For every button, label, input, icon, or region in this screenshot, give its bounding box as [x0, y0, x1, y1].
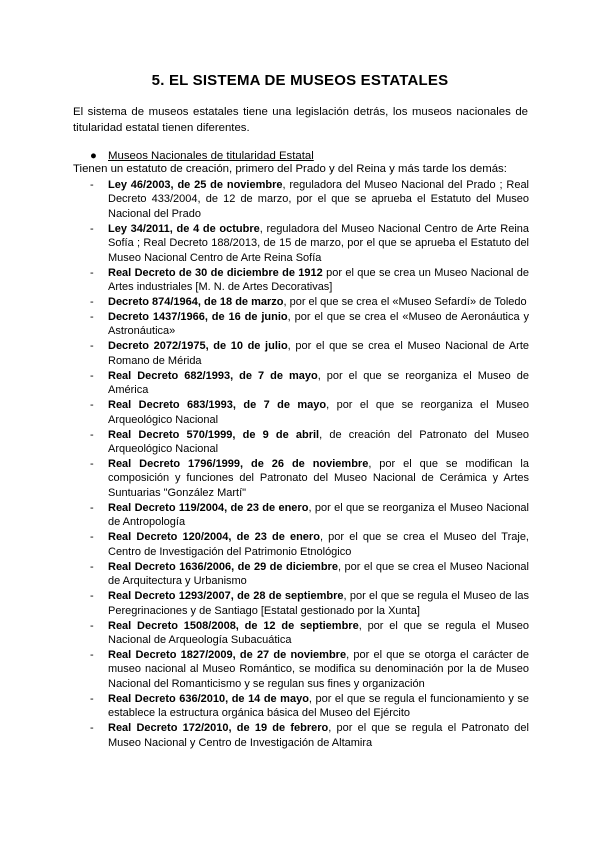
- decree-item: [0, 339, 529, 368]
- dash-marker: -: [90, 648, 94, 661]
- decree-item: [0, 398, 529, 427]
- intro-paragraph: El sistema de museos estatales tiene una legislación detrás, los museos nacionales de titularidad estatal tienen diferentes.: [73, 106, 528, 134]
- decree-item: [0, 178, 529, 221]
- decree-description: , por el que se reorganiza el Museo Nacional de Antropología: [108, 501, 529, 529]
- page-title: 5. EL SISTEMA DE MUSEOS ESTATALES: [151, 72, 449, 89]
- decree-title: Real Decreto 119/2004, de 23 de enero: [108, 501, 309, 514]
- decree-title: Real Decreto 1508/2008, de 12 de septiembre: [108, 619, 359, 632]
- decree-title: Ley 46/2003, de 25 de noviembre: [108, 179, 283, 191]
- decree-title: Real Decreto 636/2010, de 14 de mayo: [108, 692, 309, 705]
- decree-item: [0, 295, 529, 309]
- dash-marker: -: [90, 722, 94, 735]
- dash-marker: -: [90, 340, 94, 353]
- decree-item: [0, 619, 529, 648]
- decree-title: Decreto 2072/1975, de 10 de julio: [108, 340, 288, 353]
- decree-item: [0, 457, 529, 500]
- decree-description: , por el que se crea el Museo Nacional de Arte Romano de Mérida: [108, 340, 529, 367]
- decree-item: [0, 721, 529, 750]
- decree-description: , por el que se crea el «Museo Sefardí» de Toledo: [283, 296, 527, 309]
- decree-title: Ley 34/2011, de 4 de octubre: [108, 222, 260, 235]
- decree-description: , por el que se crea el Museo del Traje, Centro de Investigación del Patrimonio Etnológico: [108, 531, 529, 558]
- decree-title: Decreto 874/1964, de 18 de marzo: [108, 296, 284, 309]
- decree-item: [0, 266, 529, 295]
- decree-item: [0, 648, 529, 691]
- decree-title: Real Decreto 1796/1999, de 26 de noviembre: [108, 458, 369, 471]
- dash-marker: -: [90, 590, 94, 603]
- decree-title: Real Decreto 172/2010, de 19 de febrero: [108, 722, 329, 735]
- decree-item: [0, 369, 529, 398]
- decree-title: Real Decreto 1293/2007, de 28 de septiembre: [108, 590, 344, 603]
- decree-description: , por el que se regula el funcionamiento y se establece la estructura orgánica básica del Museo del Ejército: [108, 692, 529, 720]
- decree-description: , por el que se crea el «Museo de Aeronáutica y Astronáutica»: [108, 311, 529, 338]
- decree-list: [0, 178, 600, 751]
- decree-title: Real Decreto 682/1993, de 7 de mayo: [108, 369, 318, 382]
- dash-marker: -: [90, 531, 94, 544]
- dash-marker: -: [90, 692, 94, 705]
- decree-description: , por el que se otorga el carácter de museo nacional al Museo Romántico, se modifica su denominación por la de Museo Nacional del Romanticismo y se regulan sus fines y organización: [108, 648, 529, 690]
- decree-description: , por el que se reorganiza el Museo Arqueológico Nacional: [108, 399, 529, 426]
- dash-marker: -: [90, 311, 94, 324]
- bullet-item: [90, 149, 314, 163]
- decree-description: , reguladora del Museo Nacional Centro de Arte Reina Sofía ; Real Decreto 188/2013, de 15 de marzo, por el que se aprueba el Estatuto del Museo Nacional Centro de Arte Reina Sofía: [108, 222, 530, 264]
- dash-marker: -: [90, 296, 94, 309]
- decree-title: Real Decreto 120/2004, de 23 de enero: [108, 531, 320, 544]
- decree-item: [0, 560, 529, 589]
- decree-title: Real Decreto 570/1999, de 9 de abril: [108, 428, 320, 441]
- dash-marker: -: [90, 501, 94, 514]
- decree-title: Real Decreto 683/1993, de 7 de mayo: [108, 399, 327, 412]
- dash-marker: -: [90, 369, 94, 382]
- dash-marker: -: [90, 619, 94, 632]
- decree-description: por el que se crea un Museo Nacional de Artes industriales [M. N. de Artes Decorativas]: [108, 266, 529, 294]
- decree-item: [0, 501, 529, 530]
- decree-item: [0, 589, 529, 618]
- dash-marker: -: [90, 560, 94, 573]
- decree-item: [0, 428, 529, 457]
- dash-marker: -: [90, 428, 94, 441]
- decree-description: , por el que se reorganiza el Museo de América: [108, 369, 529, 397]
- decree-item: [0, 530, 529, 559]
- decree-item: [0, 692, 529, 721]
- lead-paragraph: Tienen un estatuto de creación, primero del Prado y del Reina y más tarde los demás:: [73, 163, 507, 175]
- decree-description: , reguladora del Museo Nacional del Prado ; Real Decreto 433/2004, de 12 de marzo, por el que se aprueba el Estatuto del Museo Nacional del Prado: [108, 179, 530, 220]
- decree-description: , por el que se regula el Patronato del Museo Nacional y Centro de Investigación de Altamira: [108, 722, 529, 749]
- dash-marker: -: [90, 266, 94, 279]
- decree-title: Real Decreto de 30 de diciembre de 1912: [108, 266, 323, 279]
- decree-title: Decreto 1437/1966, de 16 de junio: [108, 311, 288, 324]
- decree-description: , por el que se modifican la composición y funciones del Patronato del Museo Nacional de Cerámica y Artes Suntuarias "González Martí": [108, 458, 529, 499]
- dash-marker: -: [90, 222, 94, 235]
- decree-item: [0, 310, 529, 339]
- decree-description: , por el que se crea el Museo Nacional de Arquitectura y Urbanismo: [108, 560, 529, 588]
- bullet-label: Museos Nacionales de titularidad Estatal: [108, 150, 314, 162]
- decree-description: , por el que se regula el Museo de las Peregrinaciones y de Santiago [Estatal gestionado por la Xunta]: [108, 590, 529, 617]
- dash-marker: -: [90, 458, 94, 471]
- decree-item: [0, 222, 529, 265]
- decree-description: , por el que se regula el Museo Nacional de Arqueología Subacuática: [108, 619, 529, 646]
- decree-title: Real Decreto 1636/2006, de 29 de diciembre: [108, 560, 338, 573]
- decree-description: , de creación del Patronato del Museo Arqueológico Nacional: [108, 428, 529, 456]
- bullet-dot-icon: ●: [90, 150, 97, 162]
- dash-marker: -: [90, 399, 94, 412]
- decree-title: Real Decreto 1827/2009, de 27 de noviembre: [108, 648, 347, 661]
- dash-marker: -: [90, 179, 94, 191]
